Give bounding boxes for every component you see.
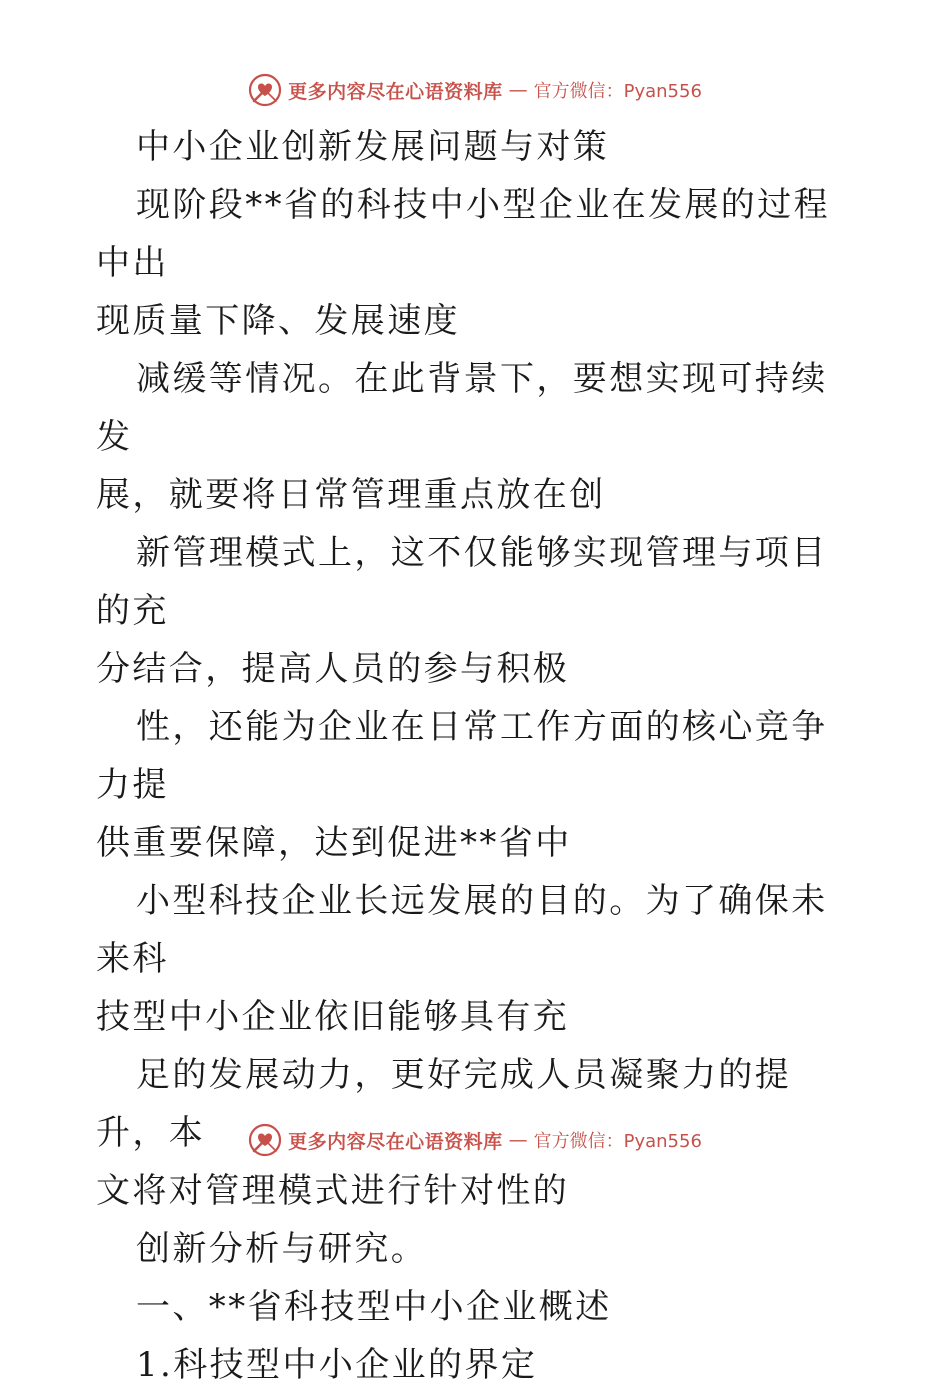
heart-pen-logo-icon bbox=[248, 1123, 282, 1157]
doc-line: 小型科技企业长远发展的目的。为了确保未来科 bbox=[96, 881, 828, 979]
subsection-heading: 1.科技型中小企业的界定 bbox=[136, 1345, 538, 1385]
heart-pen-logo-icon bbox=[248, 73, 282, 107]
doc-line: 减缓等情况。在此背景下，要想实现可持续发 bbox=[96, 359, 828, 457]
doc-line: 足的发展动力，更好完成人员凝聚力的提升，本 bbox=[96, 1055, 792, 1153]
doc-line: 创新分析与研究。 bbox=[136, 1229, 428, 1269]
doc-line: 性，还能为企业在日常工作方面的核心竞争力提 bbox=[96, 707, 828, 805]
doc-line: 现阶段**省的科技中小型企业在发展的过程中出 bbox=[96, 185, 830, 283]
doc-title: 中小企业创新发展问题与对策 bbox=[136, 127, 610, 167]
doc-line: 分结合，提高人员的参与积极 bbox=[96, 649, 570, 689]
watermark-wechat: 官方微信：Pyan556 bbox=[533, 1131, 702, 1152]
document-body bbox=[96, 118, 856, 1394]
doc-line: 技型中小企业依旧能够具有充 bbox=[96, 997, 570, 1037]
doc-line: 展，就要将日常管理重点放在创 bbox=[96, 475, 606, 515]
doc-line: 新管理模式上，这不仅能够实现管理与项目的充 bbox=[96, 533, 828, 631]
watermark-brand: 更多内容尽在心语资料库 bbox=[288, 80, 503, 103]
doc-line: 供重要保障，达到促进**省中 bbox=[96, 823, 572, 863]
doc-line: 文将对管理模式进行针对性的 bbox=[96, 1171, 570, 1211]
watermark-wechat: 官方微信：Pyan556 bbox=[533, 81, 702, 102]
watermark-brand: 更多内容尽在心语资料库 bbox=[288, 1130, 503, 1153]
watermark-separator: — bbox=[508, 1129, 528, 1151]
doc-line: 现质量下降、发展速度 bbox=[96, 301, 460, 341]
section-heading: 一、**省科技型中小企业概述 bbox=[136, 1287, 612, 1327]
watermark-separator: — bbox=[508, 79, 528, 101]
bottom-watermark bbox=[0, 1120, 950, 1160]
top-watermark bbox=[0, 70, 950, 110]
